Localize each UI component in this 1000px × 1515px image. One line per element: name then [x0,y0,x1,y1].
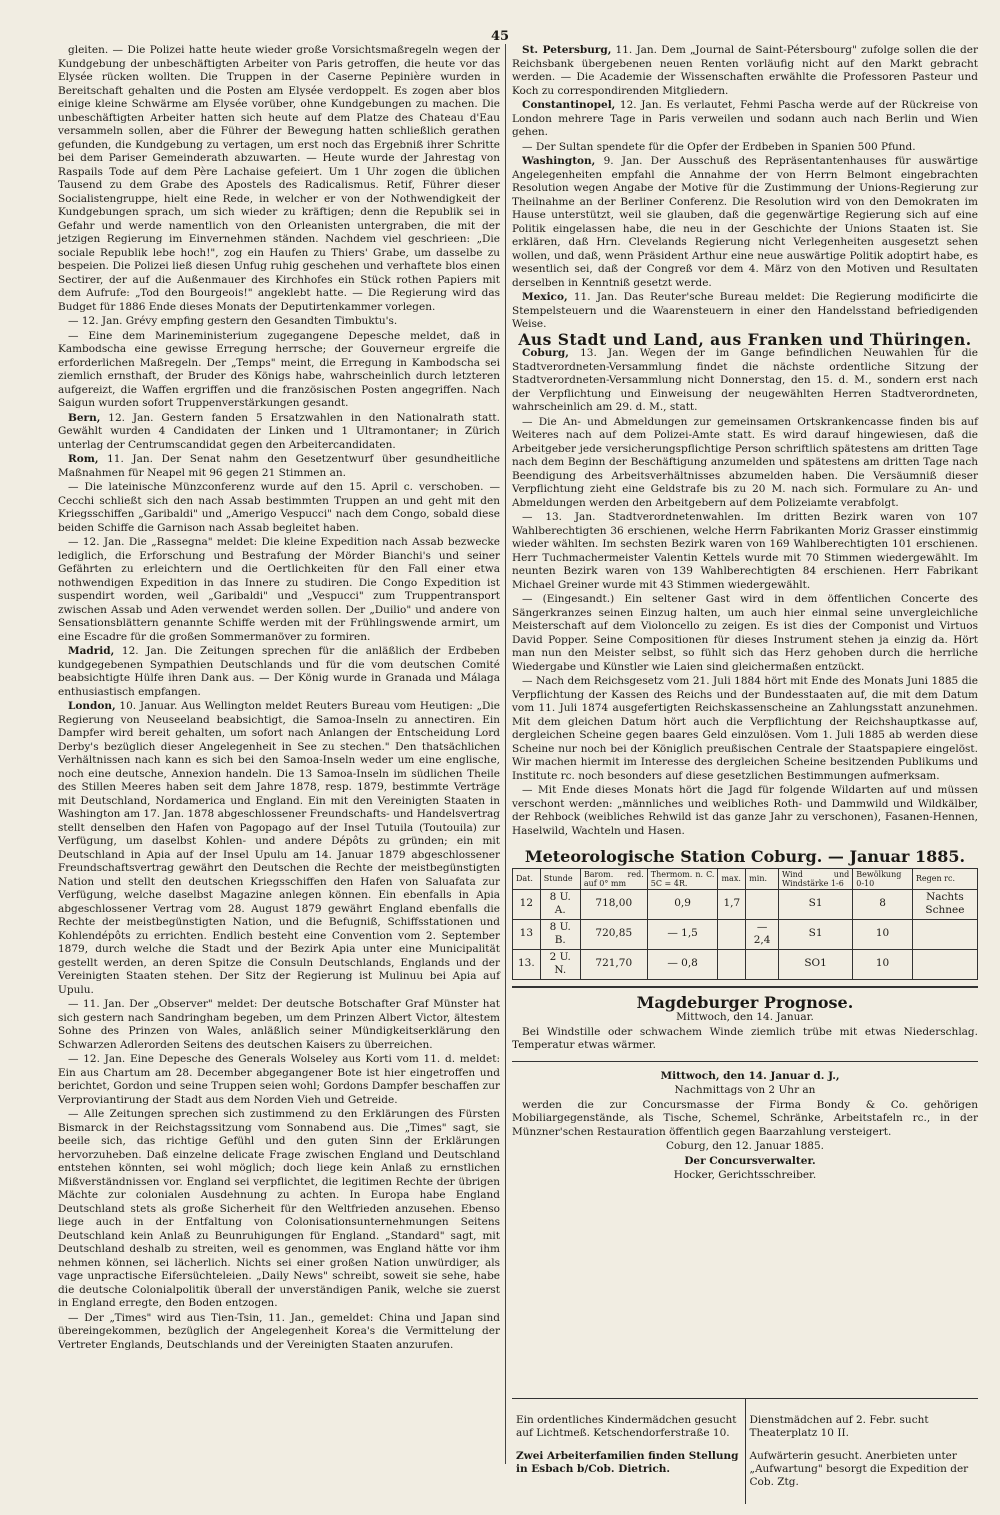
table-cell: Nachts Schnee [912,889,977,919]
divider [512,986,978,988]
dateline-petersburg: St. Petersburg, [522,44,612,56]
table-cell: — 0,8 [647,949,718,979]
weather-header: Stunde [540,868,580,889]
dateline-constantinopel: Constantinopel, [522,99,616,111]
table-cell [718,949,746,979]
article-krankencasse: — Die An- und Abmeldungen zur gemeinsamen Ortskrankencasse finden bis auf Weiteres nach auf dem Polizei-Amte statt. Es wird darauf hingewiesen, daß die Arbeitgeber jede versicherungspflichtige Person schriftlich spätestens am dritten Tage nach dem Beginn der Beschäftigung anzumelden und spätestens am dritten Tage nach Beendigung des Arbeitsverhältnisses abzumelden haben. Die Versäumniß dieser Verpflichtung zieht eine Geldstrafe bis zu 20 M. nach sich. Formulare zu An- und Abmeldungen werden den Arbeitgebern auf dem Polizeiamte verabfolgt. [512,415,978,509]
dateline-madrid: Madrid, [68,645,115,657]
article-bern-text: 12. Jan. Gestern fanden 5 Ersatzwahlen in den Nationalrath statt. Gewählt wurden 4 Candidaten der Linken und 1 Ultramontaner; in Zürich unterlag der Centrumscandidat gegen den Arbeitercandidaten. [58,411,500,451]
left-column [58,44,500,1352]
table-cell: 1,7 [718,889,746,919]
table-cell [912,949,977,979]
article-london-4: — Alle Zeitungen sprechen sich zustimmend zu den Erklärungen des Fürsten Bismarck in der Reichstagssitzung vom Sonnabend aus. Die „Times" sagt, sie beeile sich, das richtige Gefühl und den guten Sinn der Erklärungen hervorzuheben. Daß einzelne delicate Frage zwischen England und Deutschland entstehen könnten, sei wohl möglich; doch liege kein Anlaß zu ernstlichen Mißverständnissen vor. England sei verpflichtet, die legitimen Rechte der übrigen Mächte zur colonialen Ausdehnung zu achten. In Europa habe England Deutschland stets als große Sicherheit für den Weltfrieden anzusehen. Ebenso liege auch in der Entfaltung von Colonisationsunternehmungen Seitens Deutschland kein Anlaß zu Beunruhigungen für England. „Standard" sagt, mit Deutschland deshalb zu streiten, weil es genommen, was England hätte vor ihm nehmen können, sei lächerlich. Nichts sei einer großen Nation unwürdiger, als vage unpractische Eifersüchteleien. „Daily News" schreibt, soweit sie sehe, habe die deutsche Colonialpolitik überall der unverständigen Panik, welche sie zuerst in England erregte, den Boden entzogen. [58,1108,500,1309]
article-london-2: — 11. Jan. Der „Observer" meldet: Der deutsche Botschafter Graf Münster hat sich gestern nach Sandringham begeben, um dem Prinzen Albert Victor, ältestem Sohne des Prinzen von Wales, anläßlich seiner Mündigkeitserklärung den Schwarzen Adlerorden Seitens des deutschen Kaisers zu überreichen. [58,998,500,1051]
article-london-5: — Der „Times" wird aus Tien-Tsin, 11. Jan., gemeldet: China und Japan sind übereingekommen, bezüglich der Angelegenheit Korea's die Vermittelung der Vertreter Englands, Deutschlands und der Vereinigten Staaten anzurufen. [58,1311,500,1351]
article-coburg-text: 13. Jan. Wegen der im Gange befindlichen Neuwahlen für die Stadtverordneten-Versammlung findet die nächste ordentliche Sitzung der Stadtverordneten-Versammlung nicht Donnerstag, den 15. d. M., sondern erst nach der Verpflichtung und Einweisung der neugewählten Herren Stadtverordneten, wahrscheinlich am 29. d. M., statt. [512,347,978,413]
dateline-rom: Rom, [68,453,99,465]
article-washington-text: 9. Jan. Der Ausschuß des Repräsentantenhauses für auswärtige Angelegenheiten empfahl die Annahme der von Herrn Belmont eingebrachten Resolution wegen Angabe der Motive für die Zustimmung der Unions-Regierung zur Theilnahme an der Berliner Conferenz. Die Resolution wird von den Demokraten im Hause unterstützt, weil sie glauben, daß die gegenwärtige Regierung sich auf eine Politik eingelassen habe, die neu in der Geschichte der Unions Staaten ist. Sie erklären, daß Hrn. Clevelands Regierung nicht Verlegenheiten ausgesetzt sehen wollen, und daß, wenn Präsident Arthur eine neue auswärtige Politik adoptirt habe, es wesentlich sei, daß der Congreß vor dem 4. März von den Motiven und Resultaten derselben in Kenntniß gesetzt werde. [512,155,978,289]
auction-place-date: Coburg, den 12. Januar 1885. [666,1140,824,1152]
ad-arbeiterfamilien: Zwei Arbeiterfamilien finden Stellung in Esbach b/Cob. Dietrich. [516,1450,739,1475]
table-cell: 2 U. N. [540,949,580,979]
dateline-london: London, [68,700,116,712]
table-cell [912,919,977,949]
dateline-coburg: Coburg, [522,347,569,359]
dateline-bern: Bern, [68,411,101,424]
table-row [513,889,978,919]
divider [512,1061,978,1062]
table-cell [718,919,746,949]
article-washington [512,155,978,290]
table-cell: S1 [778,919,852,949]
table-cell: 10 [853,949,913,979]
table-row [513,949,978,979]
article-paris-2: — 12. Jan. Grévy empfing gestern den Gesandten Timbuktu's. [68,315,398,327]
article-kambodscha: — Eine dem Marineministerium zugegangene Depesche meldet, daß in Kambodscha eine gewisse Erregung herrsche; der Gouverneur ergreife die erforderlichen Maßregeln. Der „Temps" meint, die Erregung in Kambodscha sei ziemlich ernsthaft, der Bruder des Königs habe, wahrscheinlich durch letzteren aufgereizt, die Waffen ergriffen und die französischen Posten angegriffen. Nach Saigun wurden sofort Truppenverstärkungen gesandt. [58,329,500,409]
table-cell: 8 U. B. [540,919,580,949]
article-madrid [58,645,500,699]
article-kassenscheine: — Nach dem Reichsgesetz vom 21. Juli 1884 hört mit Ende des Monats Juni 1885 die Verpflichtung der Kassen des Reichs und der Bundesstaaten auf, die mit dem Datum vom 11. Juli 1874 ausgefertigten Reichskassenscheine an Zahlungsstatt anzunehmen. Mit dem gleichen Datum hört auch die Verpflichtung der Reichshauptkasse auf, dergleichen Scheine gegen baares Geld einzulösen. Vom 1. Juli 1885 ab werden diese Scheine nur noch bei der Königlich preußischen Centrale der Staatspapiere eingelöst. Wir machen hiermit im Interesse des dergleichen Scheine besitzenden Publikums und Institute rc. noch besonders auf diese gesetzlichen Bestimmungen aufmerksam. [512,675,978,782]
weather-header: Thermom. n. C. 5C = 4R. [647,868,718,889]
article-coburg [512,347,978,415]
ads-right [746,1399,979,1504]
classified-ads [512,1398,978,1504]
weather-header: min. [746,868,779,889]
table-cell: 12 [513,889,541,919]
article-mexico-text: 11. Jan. Das Reuter'sche Bureau meldet: Die Regierung modificirte die Stempelsteuern und die Waarensteuern in einer den Handelsstand befriedigenden Weise. [512,291,978,330]
table-cell: 720,85 [580,919,647,949]
article-rom-text: 11. Jan. Der Senat nahm den Gesetzentwurf über gesundheitliche Maßnahmen für Neapel mit 96 gegen 21 Stimmen an. [58,453,500,479]
article-rom-3: — 12. Jan. Die „Rassegna" meldet: Die kleine Expedition nach Assab bezwecke lediglich, die Erforschung und Bestrafung der Mörder Bianchi's und seiner Gefährten zu erleichtern und die Oertlichkeiten für den Fall einer etwa nothwendigen Expedition in das Innere zu studiren. Die Congo Expedition ist suspendirt worden, weil „Garibaldi" und „Vespucci" zum Truppentransport zwischen Assab und Aden verwendet werden sollen. Der „Duilio" und andere von Sensationsblättern genannte Schiffe werden mit der Frühlingswende armirt, um eine Escadre für die großen Sommermanöver zu formiren. [58,536,500,643]
article-petersburg-text: 11. Jan. Dem „Journal de Saint-Pétersbourg" zufolge sollen die der Reichsbank übergebenen neuen Renten vorläufig nicht auf den Markt gebracht werden. — Die Academie der Wissenschaften erwählte die Professoren Pasteur und Koch zu correspondirenden Mitgliedern. [512,44,978,97]
prognose-date: Mittwoch, den 14. Januar. [676,1011,814,1023]
article-bern [58,412,500,453]
article-london [58,700,500,997]
article-constantinopel-text: 12. Jan. Es verlautet, Fehmi Pascha werde auf der Rückreise von London mehrere Tage in Paris verweilen und sodann auch nach Berlin und Wien gehen. [512,99,978,138]
auction-time: Nachmittags von 2 Uhr an [674,1084,816,1096]
table-cell [746,889,779,919]
table-cell: SO1 [778,949,852,979]
weather-header: Regen rc. [912,868,977,889]
right-column [512,44,978,1183]
article-wahlen: — 13. Jan. Stadtverordnetenwahlen. Im dritten Bezirk waren von 107 Wahlberechtigten 36 erschienen, welche Herrn Fabrikanten Moriz Grasser einstimmig wieder wählten. Im sechsten Bezirk waren von 169 Wahlberechtigten 101 erschienen. Herr Tuchmachermeister Valentin Kettels wurde mit 70 Stimmen wiedergewählt. Im neunten Bezirk waren von 139 Wahlberechtigten 84 erschienen. Herr Fabrikant Michael Greiner wurde mit 43 Stimmen wiedergewählt. [512,511,978,591]
table-row [513,919,978,949]
table-cell: 0,9 [647,889,718,919]
article-rom [58,453,500,480]
auction-signature: Hocker, Gerichtsschreiber. [673,1169,817,1181]
ad-dienstmaedchen: Dienstmädchen auf 2. Febr. sucht Theaterplatz 10 II. [749,1413,929,1439]
ads-left [512,1399,746,1504]
table-cell: 8 U. A. [540,889,580,919]
auction-signature-title: Der Concursverwalter. [684,1154,816,1167]
dateline-washington: Washington, [522,155,596,167]
ad-aufwaerterin: Aufwärterin gesucht. Anerbieten unter „Aufwartung" besorgt die Expedition der Cob. Ztg. [749,1450,969,1488]
weather-header: Bewölkung 0-10 [853,868,913,889]
article-rom-2: — Die lateinische Münzconferenz wurde auf den 15. April c. verschoben. — Cecchi schließt sich den nach Assab bestimmten Truppen an und geht mit den Kriegsschiffen „Garibaldi" und „Amerigo Vespucci" nach dem Congo, sobald diese beiden Schiffe die Garnison nach Assab begleitet haben. [58,481,500,534]
table-cell: S1 [778,889,852,919]
weather-header: Barom. red. auf 0° mm [580,868,647,889]
article-london-3: — 12. Jan. Eine Depesche des Generals Wolseley aus Korti vom 11. d. meldet: Ein aus Chartum am 28. December abgegangener Bote ist hier eingetroffen und berichtet, Gordon und seine Truppen seien wohl; Gordons Dampfer beschaffen zur Verproviantirung der Stadt aus dem Norden Vieh und Getreide. [58,1053,500,1106]
weather-header-row [513,868,978,889]
article-jagd: — Mit Ende dieses Monats hört die Jagd für folgende Wildarten auf und müssen verschont werden: „männliches und weibliches Roth- und Dammwild und Wildkälber, der Rehbock (weibliches Rehwild ist das ganze Jahr zu verschonen), Fasanen-Hennen, Haselwild, Wachteln und Hasen. [512,784,978,837]
auction-heading: Mittwoch, den 14. Januar d. J., [660,1069,840,1082]
article-constantinopel [512,99,978,140]
weather-header: max. [718,868,746,889]
article-madrid-text: 12. Jan. Die Zeitungen sprechen für die anläßlich der Erdbeben kundgegebenen Sympathien Deutschlands und für die vom deutschen Comité beabsichtigte Hülfe ihren Dank aus. — Der König wurde in Granada und Málaga enthusiastisch empfangen. [58,645,500,698]
ad-kindermaedchen: Ein ordentliches Kindermädchen gesucht auf Lichtmeß. Ketschendorferstraße 10. [516,1413,737,1439]
article-paris: gleiten. — Die Polizei hatte heute wieder große Vorsichtsmaßregeln wegen der Kundgebung der unbeschäftigten Arbeiter von Paris getroffen, die heute vor das Elysée rücken wollten. Die Truppen in der Caserne Pepinière wurden in Bereitschaft gehalten und die Posten am Elysée verdoppelt. Es zogen aber blos einige kleine Schwärme am Elysée vorüber, ohne Kundgebungen zu machen. Die unbeschäftigten Arbeiter hatten sich heute auf dem Platze des Chateau d'Eau versammeln sollen, aber die Führer der Bewegung hatten schließlich gerathen gefunden, die Kundgebung zu vertagen, um erst noch das Ergebniß ihrer Schritte bei dem Pariser Gemeinderath abzuwarten. — Heute wurde der Jahrestag von Raspails Tode auf dem Père Lachaise gefeiert. Um 1 Uhr zogen die üblichen Tausend zu dem Grabe des Apostels des Radicalismus. Retif, Führer dieser Socialistengruppe, hielt eine Rede, in welcher er von der Nothwendigkeit der Kundgebungen sprach, um sich wieder zu kräftigen; denn die Republik sei in Gefahr und werde namentlich von den Orleanisten untergraben, die mit der jetzigen Regierung im Einvernehmen ständen. Nachdem viel geschrieen: „Die sociale Republik lebe hoch!", zog ein Haufen zu Thiers' Grabe, um dasselbe zu bespeien. Die Polizei ließ diesen Unfug ruhig geschehen und verhaftete blos einen Sectirer, der auf die Außenmauer des Kirchhofes ein Stück rothen Papiers mit dem Aufrufe: „Tod den Bourgeois!" angeklebt hatte. — Die Regierung wird das Budget für 1886 Ende dieses Monats der Deputirtenkammer vorlegen. [58,44,500,313]
article-mexico [512,291,978,332]
table-cell: 13 [513,919,541,949]
table-cell [746,949,779,979]
table-cell: 13. [513,949,541,979]
article-concert: — (Eingesandt.) Ein seltener Gast wird in dem öffentlichen Concerte des Sängerkranzes seinen Einzug halten, um auch hier einmal seine unvergleichliche Meisterschaft auf dem Violoncello zu zeigen. Es ist dies der Componist und Virtuos David Popper. Seine Compositionen für dieses Instrument stehen ja einzig da. Hört man nun den Meister selbst, so fühlt sich das Herz gehoben durch die herrliche Wiedergabe und Künstler wie Laien sind gleichermaßen entzückt. [512,593,978,673]
page-number: 45 [490,29,510,44]
article-constantinopel-2: — Der Sultan spendete für die Opfer der Erdbeben in Spanien 500 Pfund. [522,140,916,153]
table-cell: 718,00 [580,889,647,919]
dateline-mexico: Mexico, [522,291,568,303]
prognose-text: Bei Windstille oder schwachem Winde ziemlich trübe mit etwas Niederschlag. Temperatur etwas wärmer. [512,1025,978,1051]
table-cell: — 2,4 [746,919,779,949]
section-title: Aus Stadt und Land, aus Franken und Thüringen. [518,329,972,349]
table-cell: 10 [853,919,913,949]
article-london-text: 10. Januar. Aus Wellington meldet Reuters Bureau vom Heutigen: „Die Regierung von Neuseeland beabsichtigt, die Samoa-Inseln zu annectiren. Ein Dampfer wird bereit gehalten, um sofort nach Anlangen der Entscheidung Lord Derby's bezüglich dieser Angelegenheit in See zu stechen." Den thatsächlichen Verhältnissen nach kann es sich bei den Samoa-Inseln weder um eine englische, noch eine deutsche, Annexion handeln. Die 13 Samoa-Inseln im südlichen Theile des Stillen Meeres haben seit dem Jahre 1878, resp. 1879, bestimmte Verträge mit Deutschland, Nordamerica und England. Ein mit den Vereinigten Staaten in Washington am 17. Jan. 1878 abgeschlossener Freundschafts- und Handelsvertrag stellt denselben den Hafen von Pagopago auf der Insel Tutuila (Toutouila) zur Verfügung, um daselbst Kohlen- und andere Dépôts zu gründen; ein mit Deutschland in Apia auf der Insel Upulu am 14. Januar 1879 abgeschlossener Freundschaftsvertrag gewährt den Deutschen die Rechte der meistbegünstigten Nation und stellt den deutschen Kriegsschiffen den Hafen von Saluafata zur Verfügung, welche daselbst Magazine anlegen können. Ein ebenfalls in Apia abgeschlossener Vertrag vom 28. August 1879 gewährt England ebenfalls die Rechte der meistbegünstigten Nation, und die Befugniß, Schiffsstationen und Kohlendépôts zu errichten. Endlich besteht eine Convention vom 2. September 1879, durch welche die Stadt und der Bezirk Apia unter eine Municipalität gestellt werden, an deren Spitze die Consuln Deutschlands, Englands und der Vereinigten Staaten stehen. Der Sitz der Regierung ist Mulinuu bei Apia auf Upulu. [58,700,500,996]
column-divider [505,44,506,1464]
article-petersburg [512,44,978,98]
table-cell: 721,70 [580,949,647,979]
prognose-title: Magdeburger Prognose. [636,992,854,1012]
auction-text: werden die zur Concursmasse der Firma Bondy & Co. gehörigen Mobiliargegenstände, als Tische, Schemel, Schränke, Arbeitstafeln rc., in der Münzner'schen Restauration öffentlich gegen Baarzahlung versteigert. [512,1098,978,1138]
weather-header: Dat. [513,868,541,889]
table-cell: 8 [853,889,913,919]
weather-table [512,868,978,980]
weather-header: Wind und Windstärke 1-6 [778,868,852,889]
table-cell: — 1,5 [647,919,718,949]
weather-title: Meteorologische Station Coburg. — Januar 1885. [524,847,966,866]
